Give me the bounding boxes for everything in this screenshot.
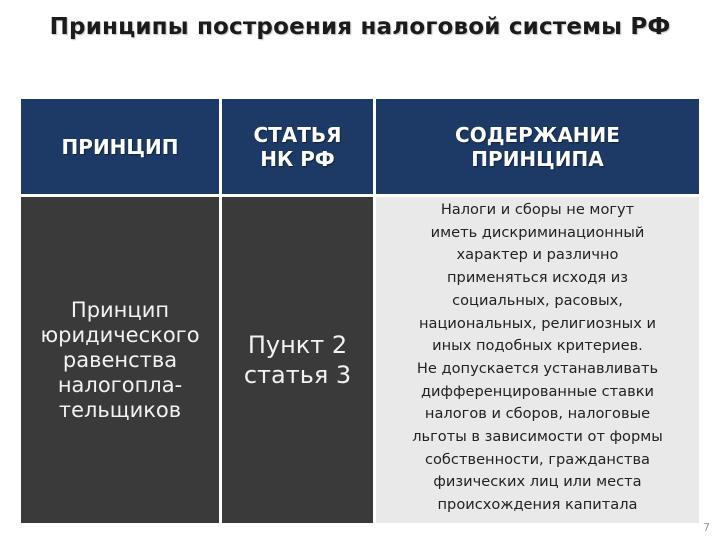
content-line-6: национальных, религиозных и bbox=[419, 314, 656, 332]
article-line-2: статья 3 bbox=[243, 361, 352, 389]
content-line-13: физических лиц или места bbox=[433, 473, 642, 491]
article-line-1: Пункт 2 bbox=[247, 331, 348, 359]
content-line-12: собственности, гражданства bbox=[424, 450, 651, 468]
header-article bbox=[222, 99, 373, 194]
principle-line-1: Принцип bbox=[70, 297, 170, 322]
header-article-line-1: СТАТЬЯ bbox=[253, 122, 342, 147]
content-line-7: иных подобных критериев. bbox=[432, 337, 643, 355]
content-line-11: льготы в зависимости от формы bbox=[412, 428, 663, 446]
content-line-9: дифференцированные ставки bbox=[420, 382, 655, 400]
content-line-8: Не допускается устанавливать bbox=[416, 359, 659, 377]
page-number: 7 bbox=[703, 521, 710, 534]
principle-line-3: равенства bbox=[62, 347, 178, 372]
header-content bbox=[376, 99, 699, 194]
content-line-3: характер и различно bbox=[456, 246, 619, 264]
header-content-line-2: ПРИНЦИПА bbox=[471, 146, 604, 171]
content-line-10: налогов и сборов, налоговые bbox=[424, 405, 651, 423]
content-cell bbox=[376, 197, 699, 523]
principle-line-2: юридического bbox=[40, 322, 200, 347]
slide-title: Принципы построения налоговой системы РФ bbox=[49, 14, 671, 40]
header-article-line-2: НК РФ bbox=[260, 146, 335, 171]
content-line-1: Налоги и сборы не могут bbox=[440, 201, 635, 218]
article-cell bbox=[222, 197, 373, 523]
principle-line-5: тельщиков bbox=[58, 397, 182, 422]
content-line-4: применяться исходя из bbox=[447, 269, 628, 287]
content-line-2: иметь дискриминационный bbox=[430, 223, 645, 241]
header-principle-label: ПРИНЦИП bbox=[61, 134, 179, 159]
header-content-line-1: СОДЕРЖАНИЕ bbox=[455, 122, 620, 147]
content-line-5: социальных, расовых, bbox=[452, 291, 623, 309]
content-line-14: происхождения капитала bbox=[437, 496, 638, 514]
header-principle bbox=[21, 99, 219, 194]
principle-cell bbox=[21, 197, 219, 523]
principle-line-4: налогопла- bbox=[57, 372, 183, 397]
